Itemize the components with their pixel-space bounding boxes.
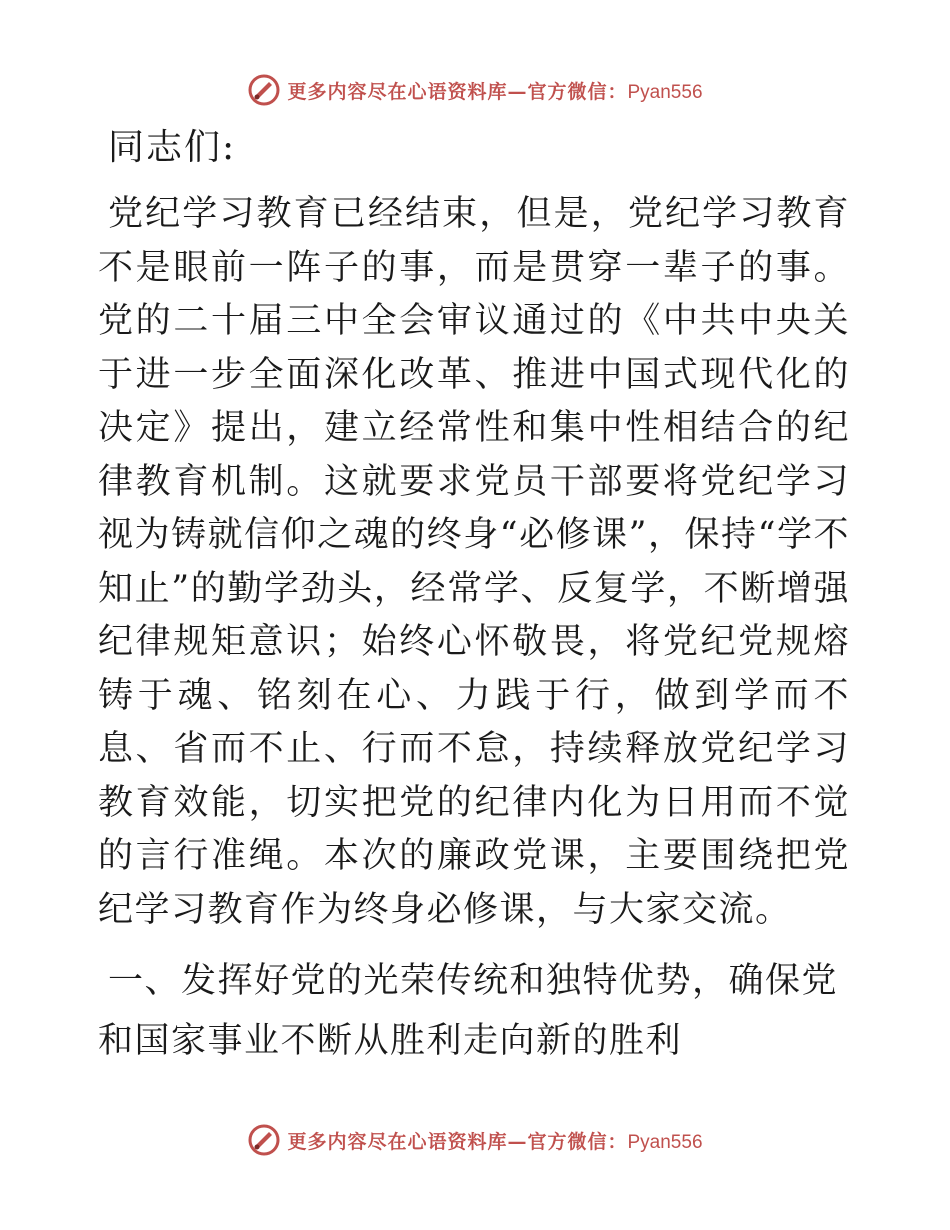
brand-logo-icon [247,73,281,107]
watermark-id: Pyan556 [627,81,703,103]
header-watermark [0,70,950,110]
watermark-id: Pyan556 [627,1131,703,1153]
watermark-text: 更多内容尽在心语资料库—官方微信：Pyan556 [287,80,703,103]
body-paragraph: 党纪学习教育已经结束，但是，党纪学习教育不是眼前一阵子的事，而是贯穿一辈子的事。党的二十届三中全会审议通过的《中共中央关于进一步全面深化改革、推进中国式现代化的决定》提出，建立经常性和集中性相结合的纪律教育机制。这就要求党员干部要将党纪学习视为铸就信仰之魂的终身“必修课”，保持“学不知止”的勤学劲头，经常学、反复学，不断增强纪律规矩意识；始终心怀敬畏，将党纪党规熔铸于魂、铭刻在心、力践于行，做到学而不息、省而不止、行而不怠，持续释放党纪学习教育效能，切实把党的纪律内化为日用而不觉的言行准绳。本次的廉政党课，主要围绕把党纪学习教育作为终身必修课，与大家交流。 [98,194,850,930]
footer-watermark [0,1120,950,1160]
watermark-text: 更多内容尽在心语资料库—官方微信：Pyan556 [287,1130,703,1153]
section-heading: 一、发挥好党的光荣传统和独特优势，确保党和国家事业不断从胜利走向新的胜利 [98,961,839,1061]
greeting: 同志们: [108,127,237,168]
document-body [98,118,850,1071]
brand-logo-icon [247,1123,281,1157]
